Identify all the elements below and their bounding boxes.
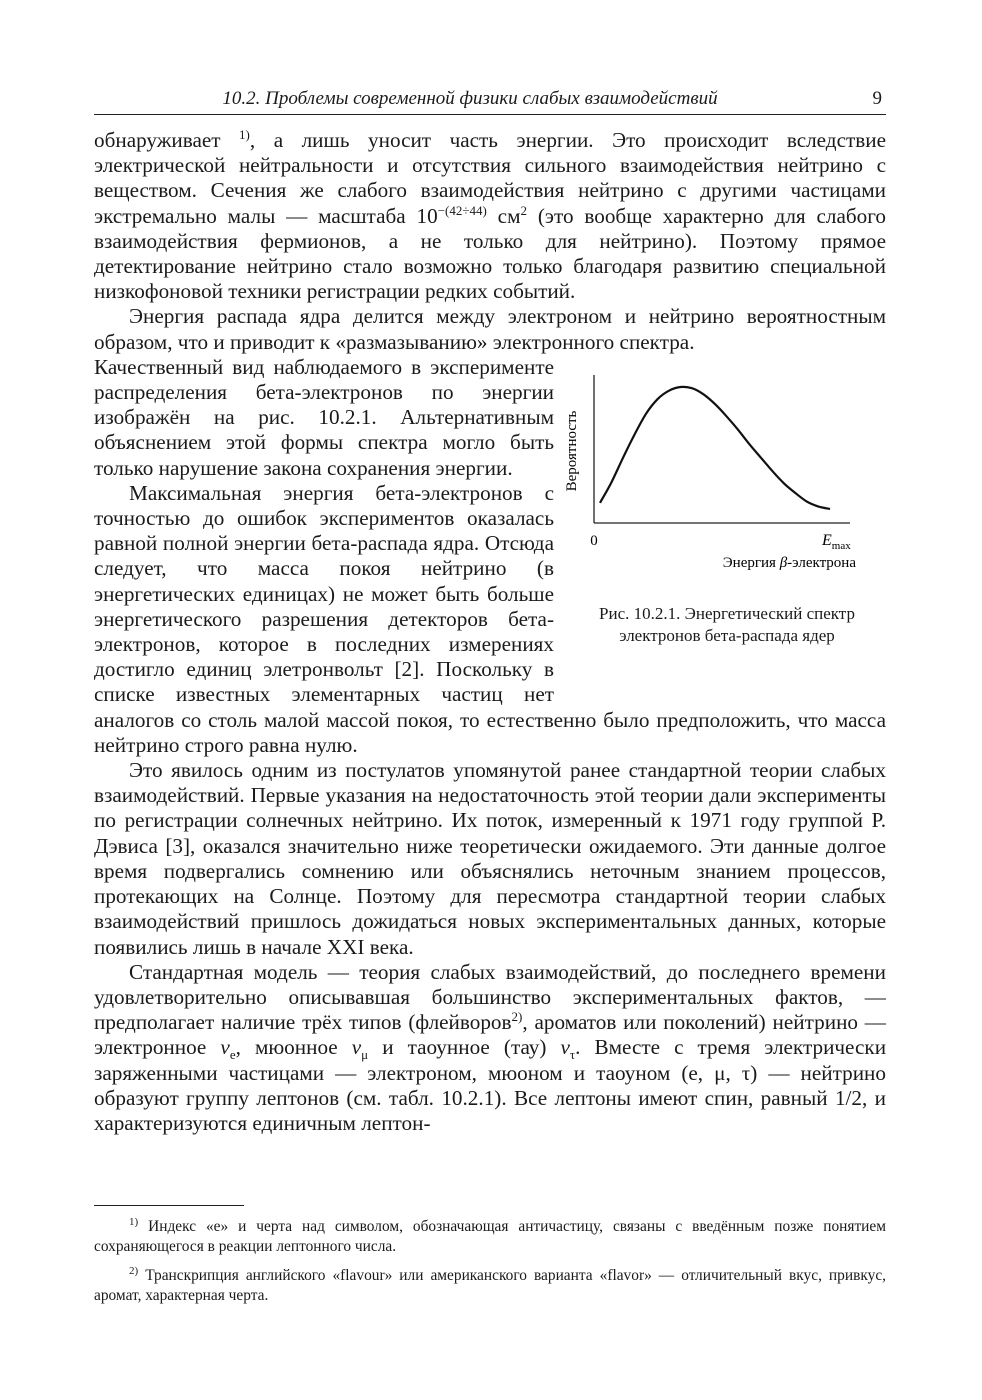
figure-caption: [568, 603, 886, 647]
paragraph-1: [94, 128, 886, 304]
footnote-text: Транскрипция английского «flavour» или американского варианта «flavor» — отличительный вкус, привкус, аромат, характерная черта.: [94, 1267, 887, 1305]
x-label-prefix: Энергия: [722, 554, 780, 571]
footnote-mark: 1): [129, 1216, 139, 1228]
exponent: −(42÷44): [437, 202, 487, 218]
paragraph-6: [94, 960, 886, 1136]
y-axis-label: Вероятность: [564, 410, 580, 492]
text-run: , мюонное: [235, 1035, 352, 1060]
x-axis-label: [723, 555, 857, 571]
exponent: 2: [520, 202, 527, 218]
text-run: (это вообще характерно для слабого взаимодействия фермионов, а не только для нейтрино). Поэтому прямое детектирование нейтрино стало возможно только благодаря развитию специальной низкофоновой техники регистрации редких событий.: [94, 203, 886, 304]
caption-line-2: электронов бета-распада ядер: [619, 625, 835, 645]
paragraph-2: Энергия распада ядра делится между электроном и нейтрино вероятностным образом, что и приводит к «размазыванию» электронного спектра.: [94, 304, 886, 354]
x-label-suffix: -электрона: [787, 554, 856, 571]
footnote-1: [94, 1212, 886, 1257]
paragraph-4: Максимальная энергия бета-электронов с точностью до ошибок экспериментов оказалась равной полной энергии бета-распада ядра. Отсюда следует, что масса покоя нейтрино (в энергетических единицах) не может быть больше энергетического разрешения детекторов бета-электронов, которое в последних измерениях достигло единиц элетронвольт [2]. Поскольку в списке известных элементарных частиц нет аналогов со столь малой массой покоя, то естественно было предположить, что масса нейтрино строго равна нулю.: [94, 480, 886, 757]
text-run: Стандартная модель — теория слабых взаимодействий, до последнего времени удовлетворительно описывавшая большинство экспериментальных фактов, — предполагает наличие трёх типов (флейворов: [94, 959, 886, 1035]
running-title: 10.2. Проблемы современной физики слабых взаимодействий: [222, 88, 718, 109]
footnote-ref-1[interactable]: 1): [239, 126, 250, 142]
text-run: , ароматов или поколений) нейтрино — электронное: [94, 1010, 886, 1060]
footnote-text: Индекс «e» и черта над символом, обозначающая античастицу, связаны с введённым позже понятием сохраняющегося в реакции лептонного числа.: [94, 1218, 886, 1256]
text-run: см: [486, 203, 521, 228]
subscript: e: [229, 1047, 236, 1063]
text-run: и таоунное (тау): [368, 1035, 561, 1060]
book-page: [94, 0, 886, 1400]
footnote-mark: 2): [129, 1265, 139, 1278]
text-run: обнаруживает: [94, 128, 221, 152]
emax-subscript: max: [831, 539, 851, 552]
body-text: [94, 128, 886, 1136]
figure-10-2-1: [564, 363, 886, 685]
subscript: μ: [361, 1047, 369, 1063]
text-run: , а лишь уносит часть энергии. Это происходит вследствие электрической нейтральности и отсутствия сильного взаимодействия нейтрино с веществом. Сечения же слабого взаимодействия нейтрино с другими частицами экстремально малы — масштаба 10: [94, 128, 886, 228]
beta-symbol: β: [779, 554, 788, 571]
spectrum-chart: [564, 363, 886, 591]
subscript: τ: [569, 1047, 576, 1063]
caption-line-1: Рис. 10.2.1. Энергетический спектр: [599, 603, 855, 623]
nu-symbol: ν: [351, 1035, 362, 1060]
spectrum-curve: [600, 387, 830, 509]
running-header: [94, 88, 886, 115]
nu-symbol: ν: [560, 1035, 570, 1060]
paragraph-5: Это явилось одним из постулатов упомянутой ранее стандартной теории слабых взаимодействий. Первые указания на недостаточность этой теории дали эксперименты по регистрации солнечных нейтрино. Их поток, измеренный к 1971 году группой Р. Дэвиса [3], оказался значительно ниже теоретически ожидаемого. Эти данные долгое время подвергались сомнению или объяснялись неточным знанием процессов, протекающих на Солнце. Поэтому для пересмотра стандартной теории слабых взаимодействий пришлось дожидаться новых экспериментальных данных, которые появились лишь в начале XXI века.: [94, 758, 886, 959]
emax-symbol: E: [822, 531, 832, 549]
paragraph-3: Качественный вид наблюдаемого в эксперименте распределения бета-электронов по энергии изображён на рис. 10.2.1. Альтернативным объяснением этой формы спектра могло быть только нарушение закона сохранения энергии.: [94, 354, 554, 480]
x-tick-emax: [821, 532, 851, 552]
footnote-rule: [94, 1205, 244, 1206]
nu-symbol: ν: [220, 1035, 230, 1060]
footnotes: [94, 1205, 886, 1310]
text-run: . Вместе с тремя электрически заряженными частицами — электроном, мюоном и таоуном (e, μ, τ) — нейтрино образуют группу лептонов (см. табл. 10.2.1). Все лептоны имеют спин, равный 1/2, и характеризуются единичным лептон-: [94, 1035, 887, 1135]
footnote-ref-2[interactable]: 2): [511, 1009, 523, 1025]
x-tick-zero: 0: [590, 532, 598, 549]
footnote-2: [94, 1261, 886, 1306]
page-number: 9: [872, 88, 882, 109]
